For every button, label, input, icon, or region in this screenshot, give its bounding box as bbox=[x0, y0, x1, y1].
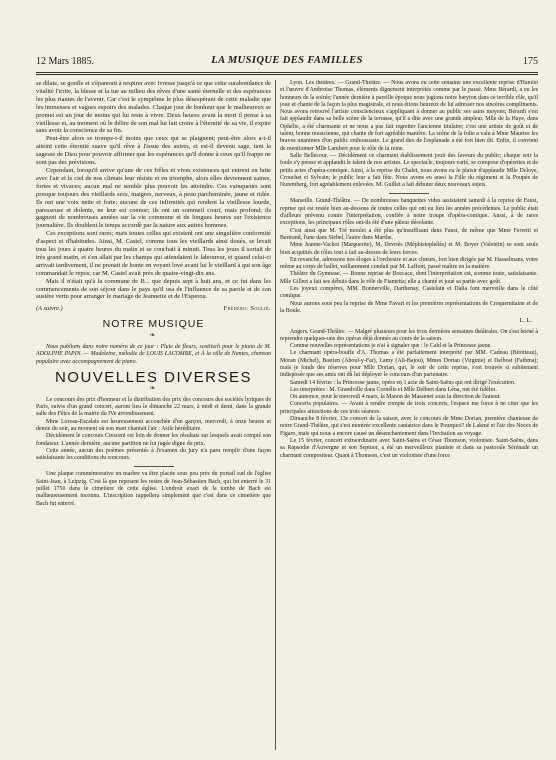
paragraph: Lyon. Les théâtres. — Grand-Théâtre. — Nous avons eu cette semaine une excellente reprise d'Hamlet et l'œuvre d'Ambroise Thomas, éléments dignement interprétés comme par le passé. Mme Bérardi, a eu les honneurs de la soirée; l'année dernière à pareille époque nous jugions notre baryton dans ce terrible rôle, qu'il joue et chante de la façon la plus magistrale, et nous étions heureux de lui adresser nos sincères compliments. Nous avons retrouvé l'artiste consciencieux s'appliquant à donner au public ses sains moyens; Bérardi s'est fait applaudir dans sa belle scène de la terrasse, qu'il a dite avec une grande ampleur. Mlle de la Haye, dans Ophélie, a été charmante et ne nous a pas fait regretter l'ancienne titulaire; c'est une artiste de goût et de talent, bonne musicienne, qui chante de fort agréable manière. La scène de la folie a valu à Mme Maurice les bravos unanimes d'un public enthousiaste. Le grand duo de l'esplanade a été fort bien dit. Enfin, il convient de mentionner Mlle Lambert pour le rôle de la reine. bbox=[280, 80, 538, 152]
right-column bbox=[280, 80, 538, 750]
notre-musique-text: Nous publions dans notre numéro de ce jour : Pluie de fleurs, scottisch pour le piano de M. ADOLPHE PAPIN. — Madeleine, mélodie de LOUIS LACOMBE, et À la ville de Nantes, chanson populaire avec accompagnement de piano. bbox=[36, 344, 271, 365]
paragraph: Mme Jeanne-Vachot (Marguerite), M. Devriès (Méphistophélès) et M. Boyer (Valentin) se sont seuls bien acquittés de rôles tout à fait au-dessus de leurs forces. bbox=[280, 242, 538, 256]
paragraph: Les joyeux compères, MM. Bonnerville, Darthenay, Castelain et Dalia font merveille dans le côté comique. bbox=[280, 286, 538, 300]
paragraph: Cependant, lorsqu'il arrive qu'une de ces frêles et vives existences qui entrent en lutte avec l'air et le ciel de nos climats leur résiste et en triomphe, alors elles deviennent saines, fortes et vivaces; aucun mal ne semble plus pouvoir les atteindre. Ces vainqueurs sont presque toujours des vieillards secs, maigres, nerveux, à peau parcheminée, jaune et ridée. Ils ont une voix nette et forte; aucune de ces infirmités qui rendent la vieillesse lourde, paresseuse et dolente, ne leur est connue; ils ont un sommeil court, mais profond; ils gagnent de nombreuses années sur la vie commune et de longues heures sur l'existence journalière. Ils doublent le temps accordé par la nature aux autres hommes. bbox=[36, 166, 271, 230]
author-signature: Frédéric Soulié. bbox=[223, 305, 271, 313]
separator-line bbox=[389, 193, 429, 194]
paragraph: Salle Bellecour. — Décidément ce charmant établissement jouit des faveurs du public; chaque soir la foule s'y presse et applaudit le talent de nos artistes. Le spectacle, toujours varié, se compose d'opérettes et de petits actes d'opéra-comique. Ainsi, à la reprise du Chalet, nous avons eu le plaisir d'applaudir Mlle Deloye, Crouchet et Sylvain; le public leur a fait fête. Nous avons eu aussi la Fille du régiment et la Poupée de Nuremberg, fort agréablement enlevées. M. Guillet a fait débuter deux nouveaux sujets. bbox=[280, 152, 538, 189]
publication-title: LA MUSIQUE DES FAMILLES bbox=[211, 55, 363, 66]
left-column bbox=[36, 80, 271, 750]
paragraph: Le concours des prix d'honneur et la distribution des prix des concours des sociétés lyriques de Paris, suivis d'un grand concert, auront lieu le dimanche 22 mars, à midi et demi, dans la grande salle des Fêtes de la mairie du IVe arrondissement. bbox=[36, 396, 271, 418]
columns bbox=[36, 80, 538, 750]
paragraph: Samedi 14 février : la Princesse jaune, opéra en 1 acte de Saint-Saëns qui ont dirigé l'exécution. bbox=[290, 379, 516, 386]
nouvelles-text bbox=[36, 397, 271, 508]
paragraph: Les interprètes : M. Grandville dans Cornélis et Mlle Delbert dans Léna, ont été fidèles. bbox=[290, 386, 497, 393]
paragraph: Concerts populaires. — Avant à rendre compte de trois concerts, l'espace me force à ne citer que les principales attractions de ces trois séances. bbox=[280, 401, 538, 415]
notre-musique-title: NOTRE MUSIQUE bbox=[102, 318, 205, 331]
paragraph: Peut-être alors se trompe-t-il moins que ceux qui se plaignent; peut-être alors a-t-il atteint cette éternité suave qu'il rêve à l'issue des autres, et est-il devenu sage, tant la sagesse de Dieu pour pouvoir affirmer que les espérances qu'il donne à ceux qu'il frappe ne sont pas des prévisions. bbox=[36, 135, 271, 167]
feuilleton-signature bbox=[36, 305, 271, 313]
issue-date: 12 Mars 1885. bbox=[36, 56, 95, 67]
paragraph: Mais il n'était qu'à la commune de B... que depuis sept à huit ans, et ce fut dans les commencements de son séjour dans le pays qu'il usa de l'influence de sa parole et de son austère vertu pour arranger le mariage de Jeannette et de l'Esperou. bbox=[36, 277, 271, 301]
page-header bbox=[36, 54, 538, 70]
to-be-continued: (A suivre.) bbox=[36, 305, 63, 313]
paragraph: Décidément le concours Crescent est loin de donner les résultats sur lesquels avait compté son fondateur. L'année dernière, aucune partition ne fut jugée digne du prix. bbox=[36, 433, 271, 447]
paragraph: Ces exceptions sont rares; mais toutes celles qui existent ont une singulière conformité d'aspect et d'habitudes. Ainsi, M. Castel, comme tous les vieillards ainsi doués, se levait tous les jours à quatre heures du matin et se couchait à minuit. Tous les jours il sortait de très grand matin, et s'en allait par les champs qui attendaient le laboureur, et quand celui-ci arrivait tardivement, il ne prenait de honte en voyant lové avant lui le vieillard à qui son âge commandait le repos; car M. Castel avait près de quatre-vingt-dix ans. bbox=[36, 230, 271, 277]
paragraph: Nous aurons sous peu la reprise de Mme Favart et les premières représentations de Croquemitaine et de la Boule. bbox=[280, 300, 538, 314]
feuilleton-text bbox=[36, 80, 271, 301]
column-divider bbox=[275, 80, 276, 750]
paragraph: Mme Loreau-Escalais est heureusement accouchée d'un garçon, mercredi, à onze heures et demie du soir, au moment où son mari chantait l'air : Asile héréditaire. bbox=[36, 418, 271, 432]
paragraph: Marseille. Grand-Théâtre. — De nombreuses banquettes vides assistaient samedi à la reprise de Faust, reprise qui est restée bien au-dessous de toutes celles qui ont eu lieu les années précédentes. Le public était d'ailleurs prévenu contre l'interprétation, confiée à notre troupe d'opéra-comique. Aussi, à de rares exceptions, les principaux rôles ont-ils été d'une pâleur désolante. bbox=[280, 198, 538, 227]
paragraph: C'est ainsi que M. Tré moulet a été plus qu'insuffisant dans Faust, de même que Mme Ferretti et Bertrand, l'une dans Siebel, l'autre dans Marthe. bbox=[280, 227, 538, 241]
ornament-divider: ❧ bbox=[149, 383, 158, 392]
ornament-divider: ❧ bbox=[149, 331, 158, 340]
paragraph: se dilate, se gonfle et s'épanouit à respirer avec ivresse jusqu'à ce que cette surabondance de vitalité l'irrite, la blesse et la tue au milieu des rêves d'une santé éternelle et des espérances les plus riantes de l'avenir. Car c'est le symptôme le plus désespérant de cette maladie que les immenses et vagues espoirs des malades. Chaque jour de bonheur que le malheureux se promet est un jour de moins qui lui reste à vivre. Deux heures avant la mort il pense à sa vieillesse et, au moment où le délire de son mal lui fait croire à l'éternité de sa vie, il expire sans avoir la conscience de sa fin. bbox=[36, 80, 271, 135]
paragraph: On annonce, pour le mercredi 4 mars, la Manon de Massenet sous la direction de l'auteur. bbox=[290, 394, 501, 401]
paragraph: Comme nouvelles représentations je n'ai à signaler que : le Caïd et la Princesse jaune. bbox=[290, 343, 492, 350]
separator-line bbox=[134, 466, 174, 467]
paragraph: Le charmant opéra-bouffe d'A. Thomas a été parfaitement interprété par MM. Cadeau (Birotteau), Moran (Michel), Bastien (Aboul-y-Far), Lamy (Ali-Bajou), Mmes Dorian (Virginie) et Delbost (Fathma); mais je fonds des réserves pour Mlle Dorian, qui, le soir de cette reprise, s'est trouvée si subitement indisposée que ses amis ont dû lui déployer le concours d'un partenaire. bbox=[280, 350, 538, 379]
page-number: 175 bbox=[523, 56, 538, 67]
paragraph: Le 15 février, concert extraordinaire avec Saint-Saëns et César Thomson, violoniste. Saint-Saëns, dans sa Rapsodie d'Auvergne et son Septuor, a été un merveilleux pianiste et dans sa pastorale Sérénade un charmant compositeur. Quant à Thomson, c'est un violoniste d'une force bbox=[280, 437, 538, 459]
paragraph: Angers. Grand-Théâtre. — Malgré plusieurs pour les trois dernières semaines théâtrales. On s'est borné à reprendre quelques-uns des opéras déjà donnés au cours de la saison. bbox=[280, 328, 538, 342]
nouvelles-title: NOUVELLES DIVERSES bbox=[54, 368, 253, 386]
header-rule bbox=[36, 72, 538, 75]
paragraph: Théâtre du Gymnase. — Bonne reprise de Boccace, dont l'interprétation est, somme toute, satisfaisante. Mlle Gillert a fait ses débuts dans le rôle de Fiametta; elle a chanté et joué sa partie avec goût. bbox=[280, 271, 538, 285]
paragraph: Une plaque commémorative en marbre va être placée sous peu près du portail sud de l'église Saint-Jean, à Leipzig. C'est là que reposent les restes de Jean-Sébastien Bach, qui fut enterré le 31 juillet 1750 dans le cimetière de cette église. L'endroit exact de la tombe de Bach est malheureusement inconnu. L'inscription rappellera simplement que c'est dans ce cimetière que Bach fut enterré. bbox=[36, 471, 271, 507]
correspondent-signature: L. L. bbox=[519, 317, 532, 325]
paragraph: Dimanche 8 février, 13e concert de la saison, avec le concours de Mme Dorian, première chanteuse de notre Grand-Théâtre, qui s'est montrée excellente cantatrice dans le Pourquoi? de Lakmé et l'air des Noces de Figaro, mais qui nous a encore causé un désenchantement dans l'Invitation au voyage. bbox=[280, 416, 538, 437]
paragraph: Cette année, aucun des poèmes présentés à l'examen du jury n'a paru remplir d'une façon satisfaisante les conditions du concours. bbox=[36, 447, 271, 462]
paragraph: En revanche, adressons nos éloges à l'orchestre et aux chœurs, fort bien dirigés par M. Hasselmans, votre même au corps de ballet, vaillamment conduit par M. Laffont, passé maître en la matière. bbox=[280, 256, 538, 271]
